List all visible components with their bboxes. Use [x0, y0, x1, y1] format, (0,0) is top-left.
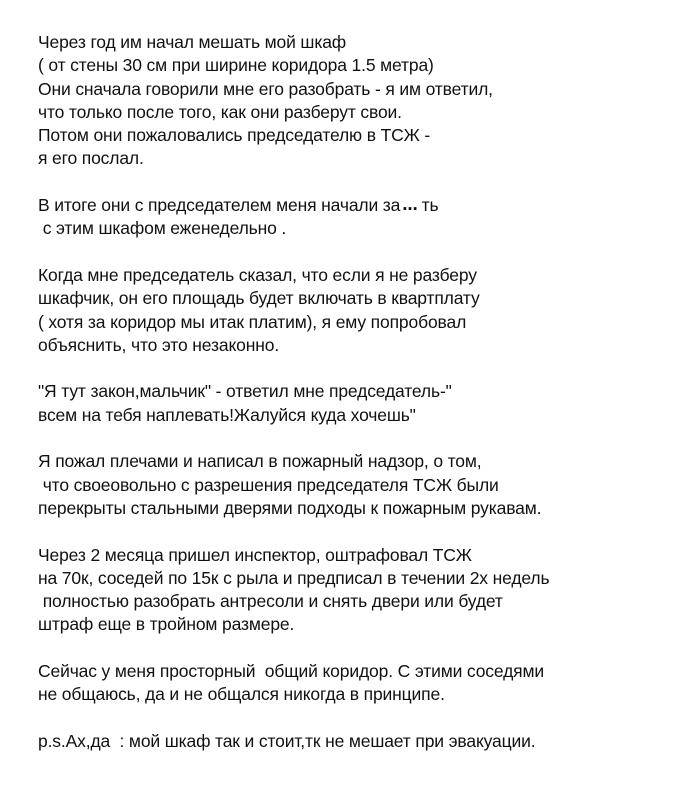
censored-ellipsis: ... — [402, 194, 418, 216]
text-line: Потом они пожаловались председателю в ТСЖ - — [38, 125, 431, 146]
text-line: полностью разобрать антресоли и снять двери или будет — [38, 591, 503, 612]
text-line: что только после того, как они разберут свои. — [38, 101, 402, 122]
text-fragment: ть — [421, 195, 439, 216]
text-line: перекрыты стальными дверями подходы к пожарным рукавам. — [38, 497, 542, 518]
text-line: шкафчик, он его площадь будет включать в квартплату — [38, 288, 480, 309]
text-line: p.s.Ах,да : мой шкаф так и стоит,тк не мешает при эвакуации. — [38, 730, 536, 751]
text-line: ( от стены 30 см при ширине коридора 1.5 метра) — [38, 55, 434, 76]
paragraph-weekly-harassment — [38, 194, 678, 241]
text-line: что своеовольно с разрешения председателя ТСЖ были — [38, 474, 499, 495]
text-fragment: В итоге они с председателем меня начали за — [38, 195, 401, 216]
text-line: штраф еще в тройном размере. — [38, 614, 295, 635]
story-text — [38, 31, 678, 753]
paragraph-chairman-quote — [38, 380, 678, 427]
text-line: "Я тут закон,мальчик" - ответил мне председатель-" — [38, 381, 452, 402]
text-line: Сейчас у меня просторный общий коридор. С этими соседями — [38, 661, 544, 682]
text-line: Я пожал плечами и написал в пожарный надзор, о том, — [38, 451, 482, 472]
paragraph-inspector-fine — [38, 544, 678, 637]
text-line: Через год им начал мешать мой шкаф — [38, 32, 347, 52]
text-line: я его послал. — [38, 148, 144, 169]
text-line: всем на тебя наплевать!Жалуйся куда хочешь" — [38, 404, 416, 425]
paragraph-outcome — [38, 660, 678, 707]
paragraph-wardrobe-complaint — [38, 31, 678, 171]
text-line: на 70к, соседей по 15к с рыла и предписал в течении 2х недель — [38, 567, 550, 588]
paragraph-chairman-threat — [38, 264, 678, 357]
paragraph-fire-inspection-report — [38, 450, 678, 520]
text-line: ( хотя за коридор мы итак платим), я ему попробовал — [38, 311, 467, 332]
text-line: с этим шкафом еженедельно . — [38, 218, 287, 239]
text-line: Когда мне председатель сказал, что если я не разберу — [38, 264, 477, 285]
text-line: Через 2 месяца пришел инспектор, оштрафовал ТСЖ — [38, 544, 472, 565]
paragraph-postscript — [38, 730, 678, 753]
text-line — [38, 194, 678, 217]
text-line: Они сначала говорили мне его разобрать - я им ответил, — [38, 78, 493, 99]
text-line: объяснить, что это незаконно. — [38, 334, 280, 355]
text-line: не общаюсь, да и не общался никогда в принципе. — [38, 684, 445, 705]
